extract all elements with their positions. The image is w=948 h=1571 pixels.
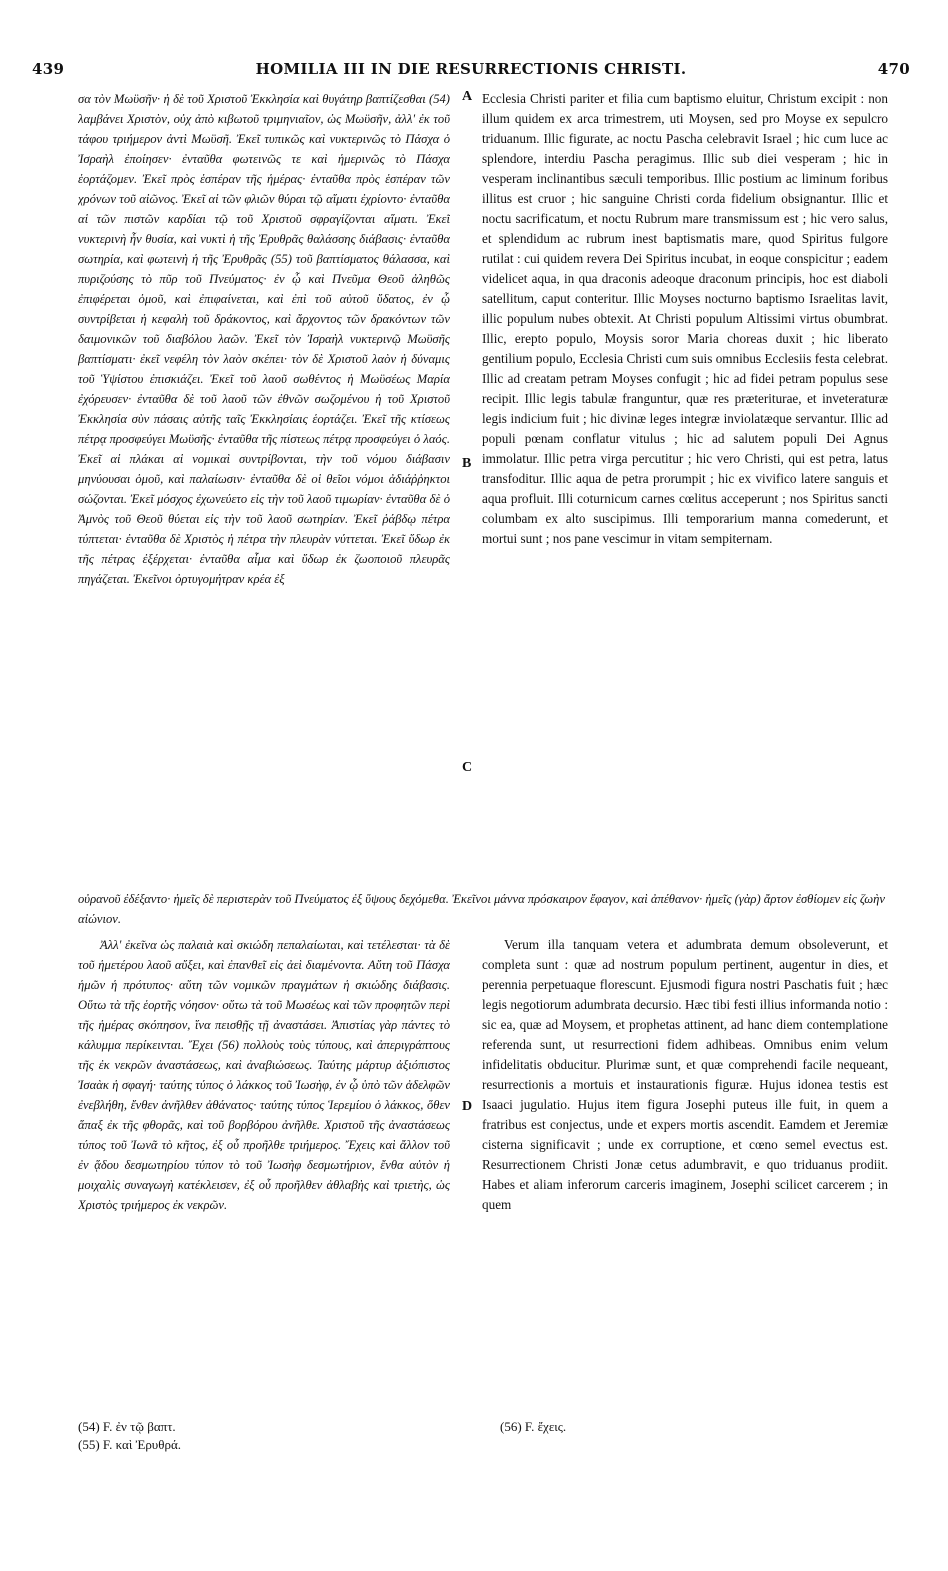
footnote-55: (55) F. καὶ Ἐρυθρά. (78, 1437, 182, 1452)
page-number-left: 439 (32, 60, 65, 78)
margin-marker-d: D (462, 1099, 473, 1114)
greek-paragraph-1: σα τὸν Μωϋσῆν· ἡ δὲ τοῦ Χριστοῦ Ἐκκλησία καὶ θυγάτηρ βαπτίζεσθαι (54) λαμβάνει Χριστὸν, οὐχ ἀπὸ κιβωτοῦ τριμηνιαῖον, ὡς Μωϋσῆν, ἀλλ' ἐκ τοῦ τάφου τριήμερον ἀντὶ Μωϋσῆ. Ἐκεῖ τυπικῶς καὶ νυκτερινῶς τὸ Πάσχα ὁ Ἰσραὴλ ἐποίησεν· ἐνταῦθα φωτεινῶς τε καὶ ἡμερινῶς τὸ Πάσχα ἑορτάζομεν. Ἐκεῖ πρὸς ἑσπέραν τῆς ἡμέρας· ἐνταῦθα πρὸς ἑσπέραν τῶν χρόνων τοῦ αἰῶνος. Ἐκεῖ αἱ τῶν φλιῶν θύραι τῷ αἵματι ἐχρίοντο· ἐνταῦθα αἱ τῶν πιστῶν καρδίαι τῷ τοῦ Χριστοῦ σφραγίζονται αἵματι. Ἐκεῖ νυκτερινὴ ἦν θυσία, καὶ νυκτὶ ἡ τῆς Ἐρυθρᾶς θαλάσσης διάβασις· ἐνταῦθα σωτηρία, καὶ φωτεινὴ ἡ τῆς Ἐρυθρᾶς (55) τοῦ βαπτίσματος θάλασσα, καὶ πυριζούσης τὸ πῦρ τοῦ Πνεύματος· ἐν ᾧ καὶ Πνεῦμα Θεοῦ ἀληθῶς ἐπιφέρεται ὁμοῦ, καὶ ἐπιφαίνεται, καὶ ἐπὶ τοῦ αὐτοῦ ὕδατος, ἐν ᾧ συντρίβεται ἡ κεφαλὴ τοῦ δράκοντος, καὶ ἄρχοντος τῶν δρακόντων τῶν δαιμονικῶν τοῦ διαβόλου λαῶν. Ἐκεῖ τὸν Ἰσραὴλ νυκτερινῷ Μωϋσῆς βαπτίσματι· ἐκεῖ νεφέλη τὸν λαὸν σκέπει· τὸν δὲ Χριστοῦ λαὸν ἡ δύναμις τοῦ Ὑψίστου ἐπισκιάζει. Ἐκεῖ τοῦ λαοῦ σωθέντος ἡ Μωϋσέως Μαρία ἐχόρευσεν· ἐνταῦθα δὲ τοῦ λαοῦ τῶν ἐθνῶν σωζομένου ἡ τοῦ Χριστοῦ Ἐκκλησία σὺν πάσαις αὐτῆς ταῖς Ἐκκλησίαις ἑορτάζει. Ἐκεῖ τῆς κτίσεως πέτρᾳ προσφεύγει Μωϋσῆς· ἐνταῦθα τῆς πίστεως πέτρᾳ προσφεύγει ὁ λαός. Ἐκεῖ αἱ πλάκαι αἱ νομικαὶ συντρίβονται, τὴν τοῦ νόμου διάβασιν μηνύουσαι ὁμοῦ, καὶ παλαίωσιν· ἐνταῦθα δὲ οἱ θεῖοι νόμοι ἀδιάῤῥηκτοι σώζονται. Ἐκεῖ μόσχος ἐχωνεύετο εἰς τὴν τοῦ λαοῦ τιμωρίαν· ἐνταῦθα δὲ ὁ Ἀμνὸς τοῦ Θεοῦ θύεται εἰς τὴν τοῦ λαοῦ σωτηρίαν. Ἐκεῖ ῥάβδῳ πέτρα τύπτεται· ἐνταῦθα δὲ Χριστὸς ἡ πέτρα τὴν πλευρὰν νύττεται. Ἐκεῖ ὕδωρ ἐκ τῆς πέτρας ἐξέρχεται· ἐνταῦθα αἷμα καὶ ὕδωρ ἐκ ζωοποιοῦ πλευρᾶς πηγάζεται. Ἐκεῖνοι ὀρτυγομήτραν κρέα ἐξ (78, 92, 450, 586)
greek-column (78, 89, 450, 889)
footnotes-left (78, 1418, 181, 1454)
page-number-right: 470 (877, 60, 910, 78)
latin-paragraph-2: Verum illa tanquam vetera et adumbrata demum obsoleverunt, et completa sunt : quæ ad nostrum populum pertinent, augentur in dies, et perennia perpetuaque florescunt. Ejusmodi figura nostri Paschatis fuit ; hæc legis negotiorum adumbrata decursio. Hæc tibi festi illius informanda notio : sic ea, quæ ad Moysem, et prophetas attinent, ad hanc diem contemplatione referenda sunt, ut resurrectioni fidem adhibeas. Omnibus enim velum infidelitatis obducitur. Plurimæ sunt, et quæ comprehendi facile nequeant, resurrectionis a mortuis et instaurationis figuræ. Hujus idonea testis est Isaaci jugulatio. Hujus item figura Josephi puteus ille fuit, in quem a fratribus est conjectus, unde et expers mortis ascendit. Eamdem et Jeremiæ cisterna significavit ; unde ex corruptione, et cœno semel evectus est. Resurrectionem Christi Jonæ cetus adumbravit, e quo triduanus prodiit. Habes et aliam inferorum carceris imaginem, Josephi scilicet carcerem ; in quem (482, 937, 888, 1212)
greek-paragraph-2: Ἀλλ' ἐκεῖνα ὡς παλαιὰ καὶ σκιώδη πεπαλαίωται, καὶ τετέλεσται· τὰ δὲ τοῦ ἡμετέρου λαοῦ αὔξει, καὶ ἐπανθεῖ εἰς ἀεὶ διαμένοντα. Αὕτη τοῦ Πάσχα ἡμῶν ἡ πρότυπος· αὕτη τῶν νομικῶν πραγμάτων ἡ σκιώδης διάβασις. Οὕτω τὰ τῆς ἑορτῆς νόησον· οὕτω τὰ τοῦ Μωσέως καὶ τῶν προφητῶν περὶ τῆς ἡμέρας σκόπησον, ἵνα πεισθῇς τῇ ἀναστάσει. Ἀπιστίας γὰρ πάντες τὸ κάλυμμα περίκεινται. Ἔχει (56) πολλοὺς τοὺς τύπους, καὶ ἀπεριγράπτους τῆς ἐκ νεκρῶν ἀναστάσεως, καὶ ἀναβιώσεως. Ταύτης μάρτυρ ἀξιόπιστος Ἰσαὰκ ἡ σφαγή· ταύτης τύπος ὁ λάκκος τοῦ Ἰωσὴφ, ἐν ᾧ ὑπὸ τῶν ἀδελφῶν ἐνεβλήθη, ἔνθεν ἀνῆλθεν ἀθάνατος· ταύτης τύπος Ἱερεμίου ὁ λάκκος, ὅθεν ἅπαξ ἐκ τῆς φθορᾶς, καὶ τοῦ βορβόρου ἀνῆλθε. Χριστοῦ τῆς ἀναστάσεως τύπος τοῦ Ἰωνᾶ τὸ κῆτος, ἐξ οὗ προῆλθε τριήμερος. Ἔχεις καὶ ἄλλον τοῦ ἐν ᾅδου δεσμωτηρίου τύπον τὸ τοῦ Ἰωσὴφ δεσμωτήριον, ἔνθα αὐτὸν ἡ μοιχαλὶς συναγωγὴ κατέκλεισεν, ἐξ οὗ προῆλθεν ἀθλαβὴς καὶ τριετὴς, ὡς Χριστὸς τριήμερος ἐκ νεκρῶν. (78, 938, 450, 1212)
greek-column-lower (78, 935, 450, 1375)
footnote-56: (56) F. ἔχεις. (500, 1419, 567, 1434)
margin-marker-b: B (462, 456, 472, 471)
footnote-54: (54) F. ἐν τῷ βαπτ. (78, 1419, 176, 1434)
greek-wide-lines: οὐρανοῦ ἐδέξαντο· ἡμεῖς δὲ περιστερὰν τοῦ Πνεύματος ἐξ ὕψους δεχόμεθα. Ἐκεῖνοι μάννα πρόσκαιρον ἔφαγον, καὶ ἀπέθανον· ἡμεῖς (γὰρ) ἄρτον ἐσθίομεν εἰς ζωὴν αἰώνιον. (78, 892, 886, 926)
running-header (32, 60, 910, 82)
footnotes-right (500, 1418, 566, 1436)
running-title: HOMILIA III IN DIE RESURRECTIONIS CHRISTI. (255, 60, 687, 78)
latin-column-lower (482, 935, 888, 1375)
margin-marker-a: A (462, 89, 473, 104)
latin-paragraph-1: Ecclesia Christi pariter et filia cum baptismo eluitur, Christum excipit : non illum quidem ex arca trimestrem, uti Moysen, sed pro Moyse ex sepulcro triduanum. Illic figurate, ac noctu Pascha celebravit Israel ; hic cum luce ac splendore, interdiu Pascha peragimus. Illic sub diei vesperam ; hic in vesperam inclinantibus sæculi temporibus. Illic postium ac liminum foribus illitus est cruor ; hic sanguine Christi corda fidelium obsignantur. Illic et noctu sacrificatum, et noctu Rubrum mare transmissum est ; hic vero salus, et splendidum ac rubrum inest baptismatis mare, quod Spiritus fulgore rutilat : cui quidem revera Dei Spiritus incubat, in eoque conspicitur ; eadem videlicet aqua, in qua draconis adeoque draconum principis, hoc est diaboli satellitum, caput conteritur. Illic Moyses nocturno baptismo Israelitas lavit, illic populum nubes obtexit. At Christi populum Altissimi virtus obumbrat. Illic, erepto populo, Moysis soror Maria choreas duxit ; hic liberato gentilium populo, Ecclesia Christi cum suis omnibus Ecclesiis festa celebrat. Illic ad creatam petram Moyses confugit ; hic ad fidei petram populus sese recipit. Illic legis tabulæ franguntur, quæ res præteriturae, et inveteraturæ legis indicium fuit ; hic divinæ leges integræ inviolatæque servantur. Illic ad populi pœnam conflatur vitulus ; hic ad salutem populi Dei Agnus immolatur. Illic petra virga percutitur ; hic vero Christi, qui est petra, latus transfoditur. Illic aqua de petra prorumpit ; hic ex vivifico latere sanguis et aqua profluit. Illi coturnicum carnes cœlitus acceperunt ; nos Spiritus sancti columbam ex alto suscipimus. Illi temporarium manna comederunt, et mortui sunt ; nos pane vescimur in vitam sempiternam. (482, 91, 888, 546)
latin-column (482, 89, 888, 889)
margin-marker-c: C (462, 760, 473, 775)
